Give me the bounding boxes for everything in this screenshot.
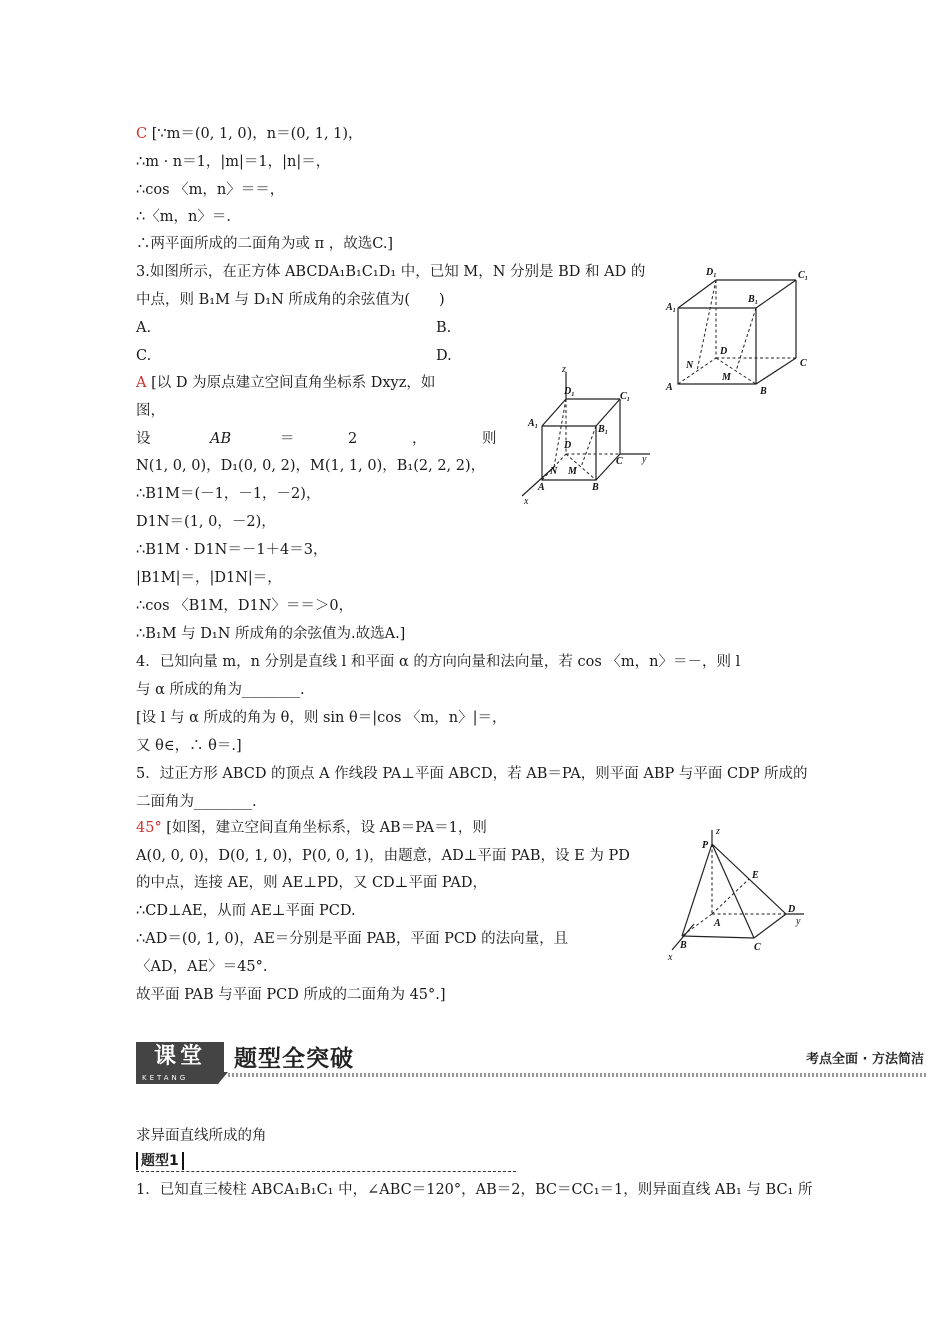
- banner-ke-subtitle: KETANG: [136, 1072, 218, 1084]
- pyr-axis-z: z: [716, 826, 720, 837]
- cube2-axis-x: x: [524, 496, 529, 506]
- line-text: ∴cos 〈m，n〉＝＝，: [136, 182, 285, 198]
- pyr-label-C: C: [754, 942, 761, 953]
- banner-ke-corner: [218, 1072, 228, 1084]
- banner-slogan: 考点全面 · 方法简洁: [806, 1052, 924, 1067]
- text-line-l4: [136, 207, 231, 227]
- set-ze: 则: [482, 431, 497, 447]
- line-text: N(1, 0, 0)，D₁(0, 0, 2)，M(1, 1, 0)，B₁(2, 2, 2)，: [136, 458, 486, 474]
- cube2-axis-y: y: [642, 454, 647, 465]
- pyr-label-A: A: [714, 918, 721, 929]
- set-she: 设: [136, 431, 151, 447]
- set-eq: ＝: [280, 431, 295, 447]
- text-line-l27: [136, 846, 630, 866]
- line-text: A(0, 0, 0)，D(0, 1, 0)，P(0, 0, 1)，由题意，AD⊥平面 PAB，设 E 为 PD: [136, 848, 630, 864]
- banner-title: 题型全突破: [234, 1046, 354, 1072]
- text-line-l3: [136, 180, 284, 200]
- cube2-axis-z: z: [562, 366, 566, 375]
- cube1-label-D: D: [720, 346, 728, 357]
- line-text: ∴B1M＝(－1，－1，－2)，: [136, 486, 321, 502]
- cube1-label-B1: B₁: [748, 294, 759, 305]
- cube1-label-A: A: [666, 382, 673, 393]
- text-line-l22: [136, 708, 507, 728]
- banner-dotted-rule: [228, 1073, 928, 1077]
- question-1: 1．已知直三棱柱 ABCA₁B₁C₁ 中，∠ABC＝120°，AB＝2，BC＝CC₁＝1，则异面直线 AB₁ 与 BC₁ 所: [136, 1182, 813, 1198]
- dashed-divider: [136, 1171, 516, 1172]
- cube2-label-B: B: [592, 482, 599, 493]
- text-line-l28: [136, 873, 487, 893]
- text-line-l25: [136, 792, 257, 812]
- line-text: [以 D 为原点建立空间直角坐标系 Dxyz，如: [146, 375, 436, 391]
- cube2-label-A1: A₁: [528, 418, 539, 429]
- option-c: C.: [136, 348, 152, 364]
- text-line-l16: [136, 540, 328, 560]
- option-a: A.: [136, 320, 152, 336]
- text-line-l24: [136, 764, 808, 784]
- set-comma: ，: [412, 431, 427, 447]
- text-line-l1: [136, 124, 363, 144]
- line-text: [∵m＝(0, 1, 0)，n＝(0, 1, 1)，: [147, 126, 363, 142]
- text-line-l14: [136, 484, 320, 504]
- line-text: 图，: [136, 403, 165, 419]
- cube2-label-A: A: [538, 482, 545, 493]
- cube2-label-M: M: [568, 466, 577, 477]
- text-line-l2: [136, 152, 330, 172]
- line-text: ∴B1M · D1N＝－1＋4＝3，: [136, 542, 328, 558]
- pyr-axis-y: y: [796, 916, 801, 927]
- answer-marker: 45°: [136, 820, 162, 836]
- line-text: |B1M|＝，|D1N|＝，: [136, 570, 282, 586]
- line-text: [如图，建立空间直角坐标系，设 AB＝PA＝1，则: [161, 820, 487, 836]
- line-text: ∴CD⊥AE，从而 AE⊥平面 PCD.: [136, 903, 356, 919]
- line-text: ∴〈m，n〉＝.: [136, 209, 231, 225]
- text-line-l6: [136, 262, 645, 282]
- line-text: 5．过正方形 ABCD 的顶点 A 作线段 PA⊥平面 ABCD，若 AB＝PA，则平面 ABP 与平面 CDP 所成的: [136, 766, 808, 782]
- option-d: D.: [436, 348, 452, 364]
- cube2-label-C1: C₁: [620, 391, 631, 402]
- pyr-label-D: D: [788, 904, 796, 915]
- text-line-l7: [136, 290, 445, 310]
- cube1-label-A1: A₁: [666, 302, 677, 313]
- set-ab: AB: [210, 431, 232, 447]
- cube1-label-N: N: [686, 360, 694, 371]
- line-text: 的中点，连接 AE，则 AE⊥PD，又 CD⊥平面 PAD，: [136, 875, 487, 891]
- cube1-label-C1: C₁: [798, 270, 809, 281]
- cube2-label-D1: D₁: [564, 386, 575, 397]
- text-line-l21: [136, 680, 305, 700]
- line-text: ∴cos 〈B1M，D1N〉＝＝＞0，: [136, 598, 354, 614]
- set-two: 2: [348, 431, 358, 447]
- line-text: ∴AD＝(0, 1, 0)，AE＝分别是平面 PAB，平面 PCD 的法向量，且: [136, 931, 569, 947]
- line-text: 4．已知向量 m，n 分别是直线 l 和平面 α 的方向向量和法向量，若 cos 〈m，n〉＝－，则 l: [136, 654, 741, 670]
- text-line-l13: [136, 456, 485, 476]
- text-line-l11: [136, 401, 165, 421]
- pyramid-figure: [664, 822, 814, 964]
- cube-figure-1: [664, 262, 824, 398]
- text-line-l30: [136, 929, 568, 949]
- text-line-l5: [136, 234, 393, 254]
- text-line-l19: [136, 624, 405, 644]
- line-text: 〈AD，AE〉＝45°.: [136, 959, 268, 975]
- cube1-label-D1: D₁: [706, 267, 717, 278]
- answer-marker: C: [136, 126, 148, 142]
- text-line-l20: [136, 652, 740, 672]
- pyr-axis-x: x: [668, 952, 673, 963]
- line-text: D1N＝(1, 0，－2)，: [136, 514, 276, 530]
- option-b: B.: [436, 320, 452, 336]
- text-line-l15: [136, 512, 276, 532]
- pyr-label-B: B: [680, 940, 687, 951]
- line-text: ∴m · n＝1，|m|＝1，|n|＝，: [136, 154, 331, 170]
- text-line-l29: [136, 901, 356, 921]
- cube1-label-B: B: [760, 386, 767, 397]
- cube-figure-2: [516, 366, 660, 506]
- line-text: [设 l 与 α 所成的角为 θ，则 sin θ＝|cos 〈m，n〉|＝，: [136, 710, 507, 726]
- text-line-l10: [136, 373, 435, 393]
- line-text: 故平面 PAB 与平面 PCD 所成的二面角为 45°.]: [136, 987, 446, 1003]
- cube2-label-B1: B₁: [598, 424, 609, 435]
- pyr-label-P: P: [702, 840, 709, 851]
- pyr-label-E: E: [752, 870, 759, 881]
- text-line-l17: [136, 568, 282, 588]
- banner-ke-badge: 课堂: [136, 1042, 224, 1072]
- line-text: 中点，则 B₁M 与 D₁N 所成角的余弦值为( ): [136, 292, 445, 308]
- cube1-label-M: M: [722, 372, 731, 383]
- cube1-label-C: C: [800, 358, 807, 369]
- text-line-l23: [136, 736, 242, 756]
- section-banner: [136, 1040, 928, 1088]
- cube2-label-N: N: [550, 466, 558, 477]
- text-line-l31: [136, 957, 267, 977]
- question-type-tag: 题型1: [136, 1152, 184, 1170]
- line-text: ∴B₁M 与 D₁N 所成角的余弦值为.故选A.]: [136, 626, 406, 642]
- line-text: 与 α 所成的角为________.: [136, 682, 305, 698]
- line-text: 3.如图所示，在正方体 ABCDA₁B₁C₁D₁ 中，已知 M，N 分别是 BD 和 AD 的: [136, 264, 646, 280]
- cube2-label-C: C: [616, 456, 623, 467]
- line-text: 又 θ∈，∴ θ＝.]: [136, 738, 242, 754]
- line-text: ∴两平面所成的二面角为或 π ，故选C.]: [136, 236, 394, 252]
- line-text: 二面角为________.: [136, 794, 257, 810]
- answer-marker: A: [136, 375, 147, 391]
- cube2-label-D: D: [564, 440, 572, 451]
- text-line-l32: [136, 985, 446, 1005]
- section-heading: 求异面直线所成的角: [136, 1128, 267, 1144]
- text-line-l26: [136, 818, 487, 838]
- text-line-l18: [136, 596, 353, 616]
